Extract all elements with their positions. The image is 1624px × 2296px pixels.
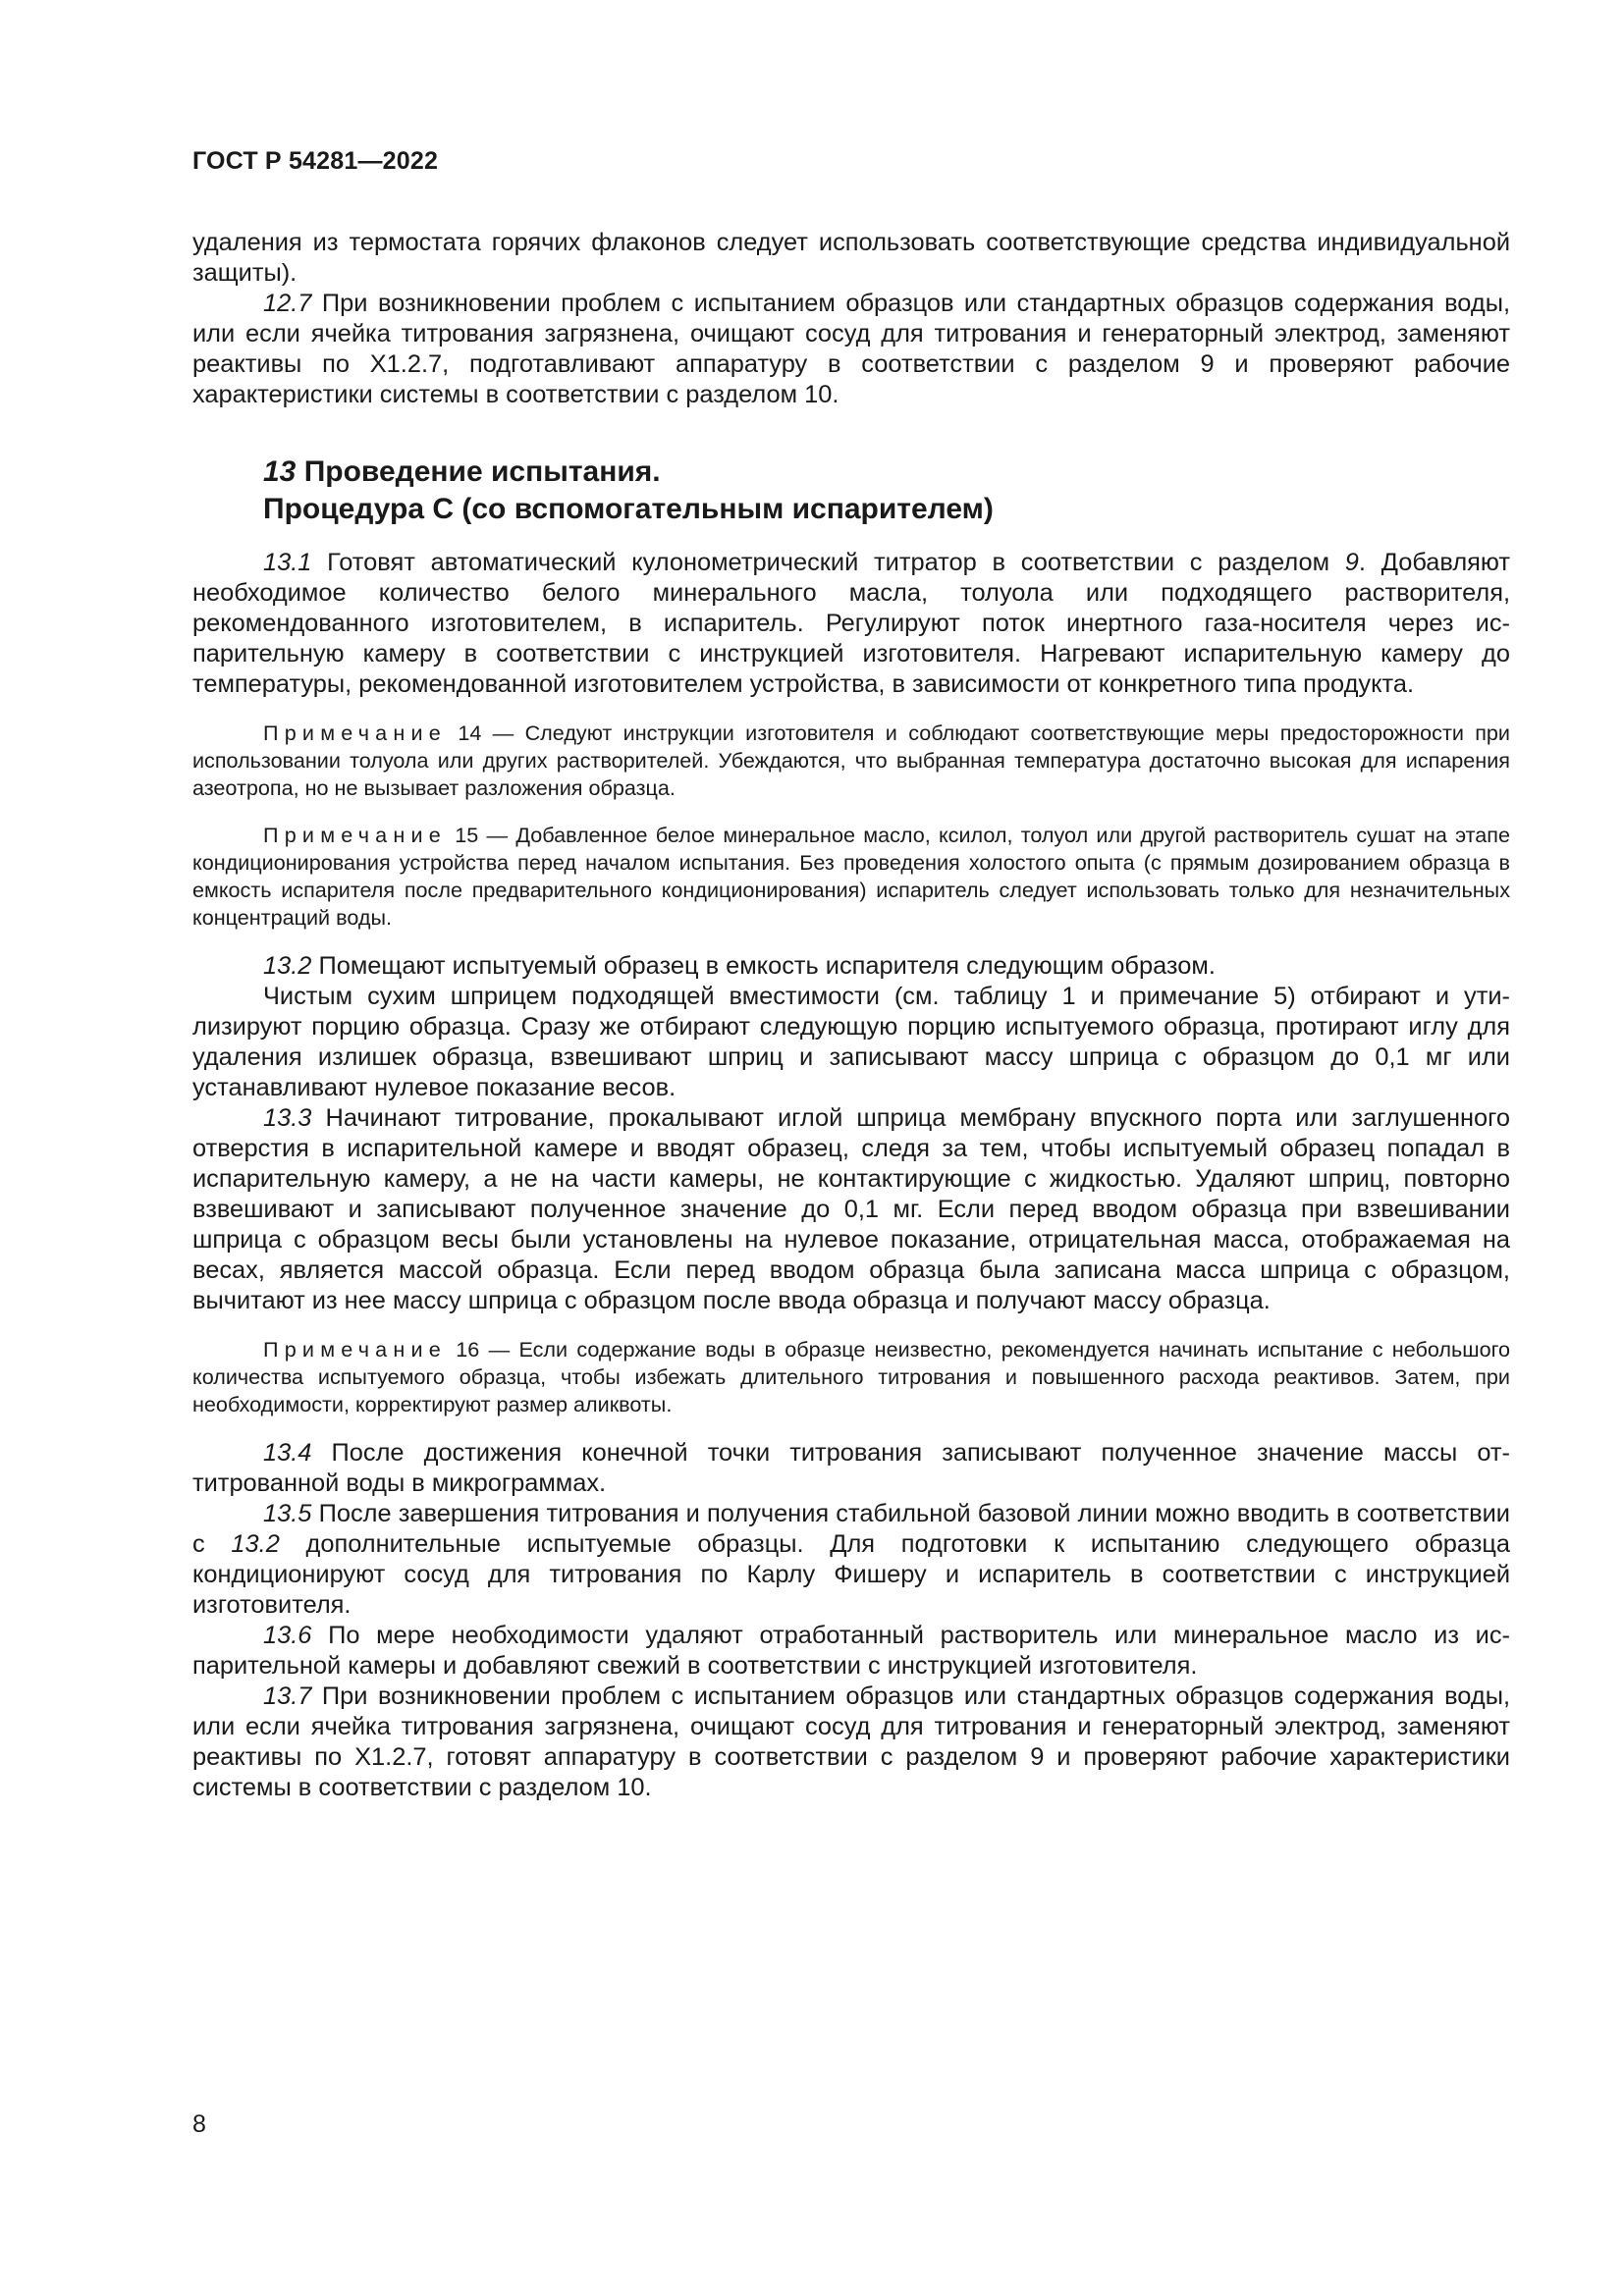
note-text: 14 — Следуют инструкции изготовителя и соблюдают соответствующие меры предосторожности при использовании толуола или других растворителей. Убеждаются, что выбранная температура достаточно высокая для испарения азеотропа, но не вызывает разложения образца.	[192, 721, 1510, 800]
paragraph-13-1	[192, 548, 1510, 700]
section-title-line2: Процедура С (со вспомогательным испарителем)	[263, 493, 994, 525]
note-label: Примечание	[263, 1337, 447, 1362]
paragraph-13-3	[192, 1103, 1510, 1316]
note-text: 15 — Добавленное белое минеральное масло, ксилол, толуол или другой растворитель сушат на этапе кондиционирования устройства перед началом испытания. Без проведения холостого опыта (с прямым дозированием образца в емкость испарителя после предварительного кондиционирования) испаритель следует использовать только для незначительных концентраций воды.	[192, 823, 1510, 930]
clause-number: 13.2	[263, 952, 312, 980]
clause-number: 13.7	[263, 1682, 312, 1710]
section-heading	[263, 454, 1510, 528]
clause-text: Готовят автоматический кулонометрический титратор в соответствии с разделом	[311, 549, 1345, 576]
note-15	[192, 822, 1510, 932]
paragraph-13-5	[192, 1499, 1510, 1621]
clause-number: 13.6	[263, 1622, 312, 1649]
clause-text: Начинают титрование, прокалывают иглой шприца мембрану впускного порта или заглушенного отверстия в испарительной камере и вводят образец, следя за тем, чтобы испытуемый образец попадал в испарительную камеру, а не на части камеры, не контактирующие с жидкостью. Удаляют шприц, повторно взвешивают и записывают полученное значение до 0,1 мг. Если перед вводом образца при взвешивании шприца с образцом весы были установлены на нулевое показание, отрицательная масса, отображаемая на весах, является массой образца. Если перед вводом образца была записана масса шприца с образцом, вычитают из нее массу шприца с образцом после ввода образца и получают массу образца.	[192, 1104, 1510, 1314]
paragraph-12-7	[192, 289, 1510, 410]
paragraph-13-4	[192, 1438, 1510, 1499]
clause-text: После достижения конечной точки титрования записывают полученное значение массы оттитрованной воды в микрограммах.	[192, 1439, 1510, 1497]
note-label: Примечание	[263, 823, 447, 847]
page-body	[192, 228, 1510, 1803]
note-label: Примечание	[263, 721, 447, 745]
clause-number: 13.5	[263, 1500, 312, 1527]
paragraph-13-2	[192, 951, 1510, 982]
paragraph-continuation: удаления из термостата горячих флаконов следует использовать соответствующие средства индивидуальной защиты).	[192, 229, 1510, 287]
note-text: 16 — Если содержание воды в образце неизвестно, рекомендуется начинать испытание с небольшого количества испытуемого образца, чтобы избежать длительного титрования и повышенного расхода реактивов. Затем, при необходимости, корректируют размер аликвоты.	[192, 1337, 1510, 1416]
clause-reference: 13.2	[231, 1530, 280, 1558]
note-14	[192, 720, 1510, 802]
clause-number: 13.4	[263, 1439, 312, 1467]
clause-text: При возникновении проблем с испытанием образцов или стандартных образцов содержания воды, или если ячейка титрования загрязнена, очищают сосуд для титрования и генераторный электрод, заменяют реактивы по X1.2.7, подготавливают аппаратуру в соответствии с разделом 9 и проверяют рабочие характеристики системы в соответствии с разделом 10.	[192, 290, 1510, 408]
clause-number: 13.3	[263, 1104, 312, 1132]
paragraph-13-6	[192, 1621, 1510, 1682]
page-number: 8	[192, 2110, 206, 2138]
paragraph-13-7	[192, 1682, 1510, 1803]
clause-text: При возникновении проблем с испытанием образцов или стандартных образцов содержания воды, или если ячейка титрования загрязнена, очищают сосуд для титрования и генераторный электрод, заменяют реактивы по X1.2.7, готовят аппаратуру в соответствии с разделом 9 и проверяют рабочие характеристики системы в соответствии с разделом 10.	[192, 1682, 1510, 1801]
clause-number: 13.1	[263, 549, 312, 576]
clause-text: После завершения титрования и получения стабильной базовой линии можно вводить в соответствии с	[192, 1500, 1510, 1558]
note-16	[192, 1336, 1510, 1418]
clause-text: По мере необходимости удаляют отработанный растворитель или минеральное масло из испарительной камеры и добавляют свежий в соответствии с инструкцией изготовителя.	[192, 1622, 1510, 1680]
clause-text: . Добавляют необходимое количество белого минерального масла, толуола или подходящего растворителя, рекомендованного изготовителем, в испаритель. Регулируют поток инертного газа-носителя через испарительную камеру в соответствии с инструкцией изготовителя. Нагревают испарительную камеру до температуры, рекомендованной изготовителем устройства, в зависимости от конкретного типа продукта.	[192, 549, 1510, 698]
clause-text: Помещают испытуемый образец в емкость испарителя следующим образом.	[311, 952, 1216, 980]
section-reference: 9	[1344, 549, 1359, 576]
clause-text: дополнительные испытуемые образцы. Для подготовки к испытанию следующего образца кондиционируют сосуд для титрования по Карлу Фишеру и испаритель в соответствии с инструкцией изготовителя.	[192, 1530, 1510, 1619]
document-code-header: ГОСТ Р 54281—2022	[192, 147, 439, 175]
paragraph-13-2-procedure: Чистым сухим шприцем подходящей вместимости (см. таблицу 1 и примечание 5) отбирают и утилизируют порцию образца. Сразу же отбирают следующую порцию испытуемого образца, протирают иглу для удаления излишек образца, взвешивают шприц и записывают массу шприца с образцом до 0,1 мг или устанавливают нулевое показание весов.	[192, 983, 1510, 1101]
section-title-line1: Проведение испытания.	[296, 455, 661, 488]
clause-number: 12.7	[263, 290, 312, 317]
section-number: 13	[263, 455, 297, 488]
